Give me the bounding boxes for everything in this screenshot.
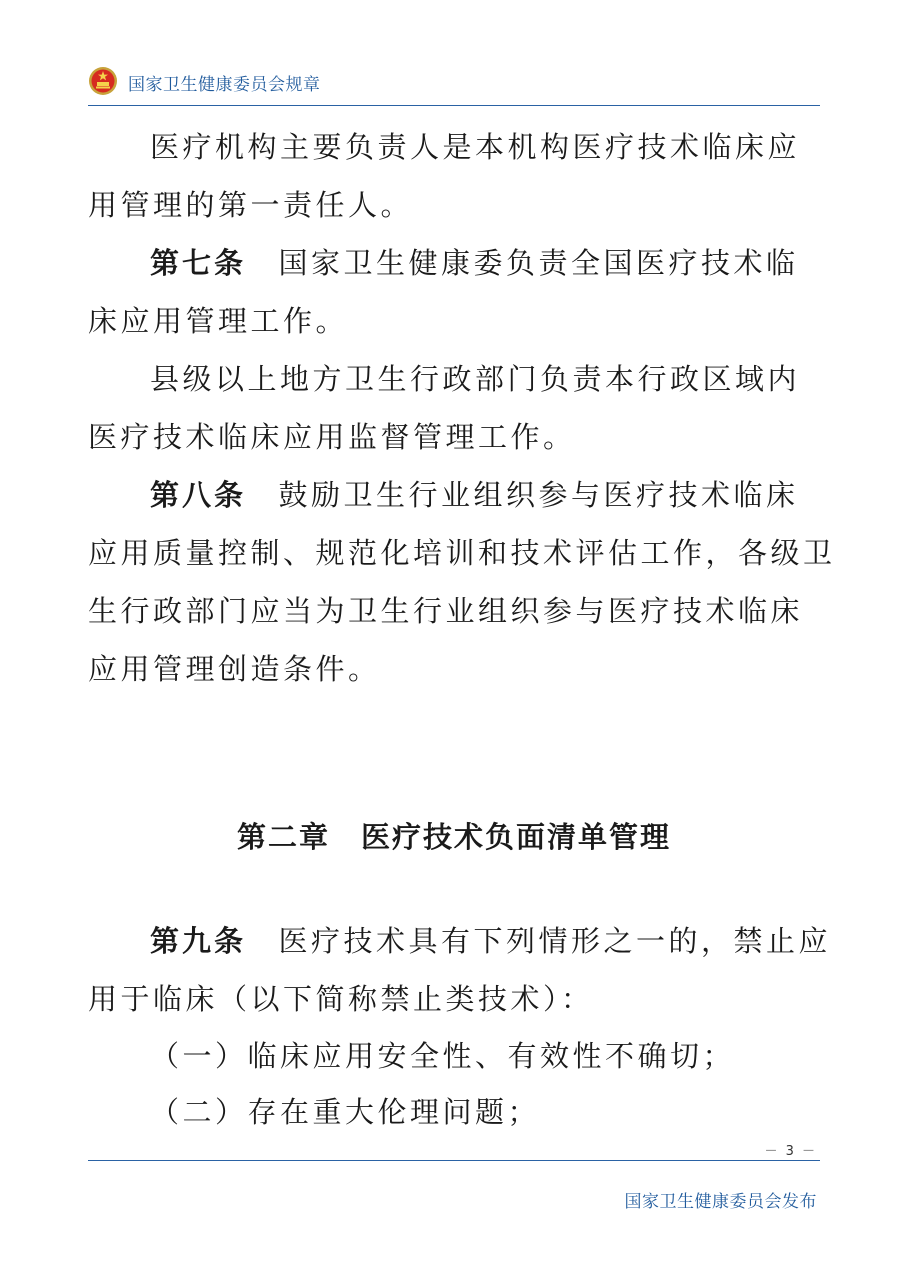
chapter-title: 第二章 医疗技术负面清单管理	[236, 820, 671, 854]
header-divider	[88, 105, 820, 106]
national-emblem-icon	[88, 66, 118, 96]
paragraph-local-departments: 县级以上地方卫生行政部门负责本行政区域内 医疗技术临床应用监督管理工作。	[88, 362, 801, 454]
page-number: － 3 －	[764, 1144, 817, 1159]
document-body-part2	[88, 912, 832, 1140]
footer-publisher: 国家卫生健康委员会发布	[624, 1192, 817, 1212]
article-9: 第九条 医疗技术具有下列情形之一的，禁止应 用于临床（以下简称禁止类技术）：	[88, 924, 832, 1016]
header-title: 国家卫生健康委员会规章	[128, 75, 321, 95]
paragraph-responsible-person: 医疗机构主要负责人是本机构医疗技术临床应 用管理的第一责任人。	[88, 130, 801, 222]
page-header	[88, 64, 820, 104]
list-item-1: （一）临床应用安全性、有效性不确切；	[150, 1039, 736, 1073]
article-8: 第八条 鼓励卫生行业组织参与医疗技术临床 应用质量控制、规范化培训和技术评估工作，各级卫 生行政部门应当为卫生行业组织参与医疗技术临床 应用管理创造条件。	[88, 478, 836, 686]
document-body-part1	[88, 118, 836, 698]
article-7: 第七条 国家卫生健康委负责全国医疗技术临 床应用管理工作。	[88, 246, 799, 338]
footer-divider	[88, 1160, 820, 1161]
article-label: 第九条	[150, 924, 247, 958]
list-item-2: （二）存在重大伦理问题；	[150, 1095, 541, 1129]
article-label: 第七条	[150, 246, 247, 280]
article-label: 第八条	[150, 478, 247, 512]
